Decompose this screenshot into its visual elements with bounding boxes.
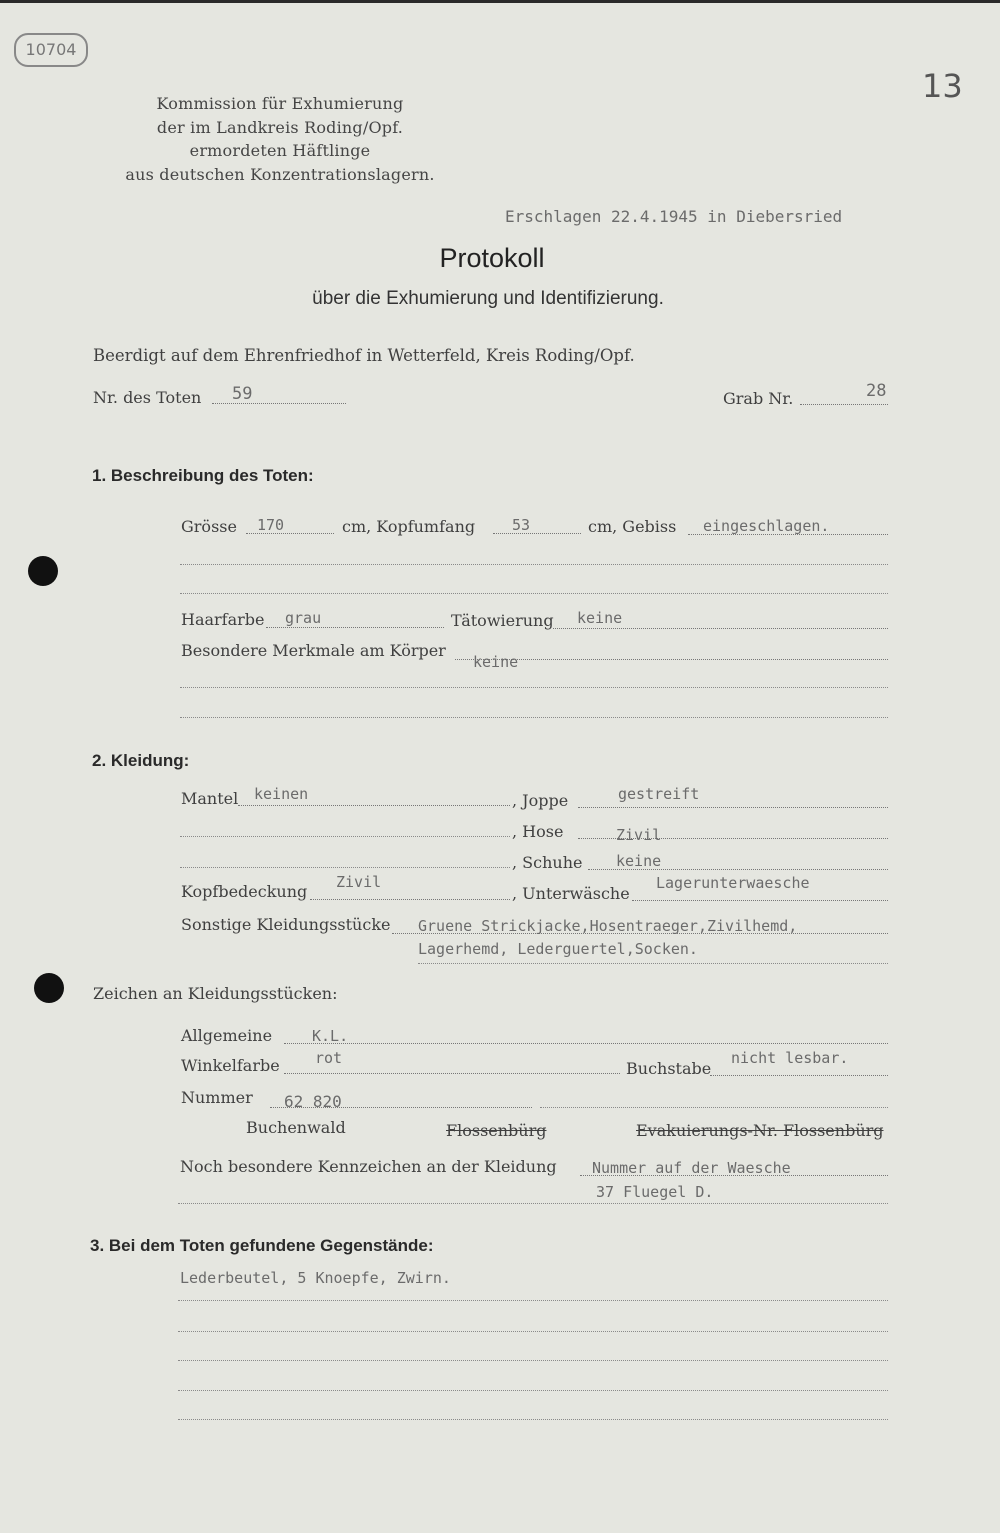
grave-number-label: Grab Nr. xyxy=(723,389,794,408)
section-2-heading: 2. Kleidung: xyxy=(92,751,190,770)
letter-value: nicht lesbar. xyxy=(731,1049,849,1067)
burial-line: Beerdigt auf dem Ehrenfriedhof in Wetterfeld, Kreis Roding/Opf. xyxy=(93,346,635,365)
head-circumference-label: cm, Kopfumfang xyxy=(342,517,476,536)
tattoo-value: keine xyxy=(577,609,623,627)
body-marks-value: keine xyxy=(473,653,519,671)
triangle-color-value: rot xyxy=(315,1049,343,1067)
shoes-label: , Schuhe xyxy=(512,853,583,872)
body-marks-label: Besondere Merkmale am Körper xyxy=(181,641,446,660)
teeth-label: cm, Gebiss xyxy=(588,517,677,536)
commission-line: aus deutschen Konzentrationslagern. xyxy=(125,164,435,184)
commission-line: ermordeten Häftlinge xyxy=(189,141,371,160)
grave-number-value: 28 xyxy=(866,381,887,401)
number-value: 62 820 xyxy=(284,1092,342,1111)
archive-stamp: 10704 xyxy=(14,33,88,67)
number-label: Nummer xyxy=(181,1088,253,1107)
height-value: 170 xyxy=(257,516,285,534)
other-clothing-value-2: Lagerhemd, Lederguertel,Socken. xyxy=(418,940,698,958)
trousers-value: Zivil xyxy=(616,826,662,844)
underwear-value: Lagerunterwaesche xyxy=(656,874,810,892)
other-marks-value-1: Nummer auf der Waesche xyxy=(592,1159,791,1177)
head-circumference-value: 53 xyxy=(512,516,531,534)
page-subtitle: über die Exhumierung und Identifizierung. xyxy=(312,288,664,309)
trousers-label: , Hose xyxy=(512,822,564,841)
coat-value: keinen xyxy=(254,785,309,803)
hair-color-value: grau xyxy=(285,609,322,627)
clothing-marks-heading: Zeichen an Kleidungsstücken: xyxy=(93,984,338,1003)
dead-number-label: Nr. des Toten xyxy=(93,388,202,407)
jacket-label: , Joppe xyxy=(512,791,569,810)
height-label: Grösse xyxy=(181,517,237,536)
camp-flossenbuerg: Flossenbürg xyxy=(446,1121,547,1140)
punch-hole xyxy=(28,556,58,586)
other-marks-label: Noch besondere Kennzeichen an der Kleidung xyxy=(180,1157,557,1176)
dead-number-value: 59 xyxy=(232,384,253,404)
general-label: Allgemeine xyxy=(181,1026,273,1045)
commission-header xyxy=(100,92,460,186)
letter-label: Buchstabe xyxy=(626,1059,712,1078)
jacket-value: gestreift xyxy=(618,785,700,803)
commission-line: Kommission für Exhumierung xyxy=(156,94,404,113)
commission-line: der im Landkreis Roding/Opf. xyxy=(156,117,404,137)
evacuation-number: Evakuierungs-Nr. Flossenbürg xyxy=(636,1121,884,1140)
hair-color-label: Haarfarbe xyxy=(181,610,265,629)
other-clothing-value-1: Gruene Strickjacke,Hosentraeger,Zivilhemd, xyxy=(418,917,798,935)
general-value: K.L. xyxy=(312,1027,349,1045)
headwear-value: Zivil xyxy=(336,873,382,891)
underwear-label: , Unterwäsche xyxy=(512,884,630,903)
section-3-heading: 3. Bei dem Toten gefundene Gegenstände: xyxy=(90,1236,434,1255)
headwear-label: Kopfbedeckung xyxy=(181,882,308,901)
other-marks-value-2: 37 Fluegel D. xyxy=(596,1183,714,1201)
teeth-value: eingeschlagen. xyxy=(703,517,830,535)
tattoo-label: Tätowierung xyxy=(451,611,554,630)
coat-label: Mantel xyxy=(181,789,239,808)
triangle-color-label: Winkelfarbe xyxy=(181,1056,280,1075)
page-number: 13 xyxy=(922,67,963,105)
typed-death-note: Erschlagen 22.4.1945 in Diebersried xyxy=(505,207,843,226)
section-1-heading: 1. Beschreibung des Toten: xyxy=(92,466,314,485)
camp-buchenwald: Buchenwald xyxy=(246,1118,346,1137)
punch-hole xyxy=(34,973,64,1003)
found-items-value: Lederbeutel, 5 Knoepfe, Zwirn. xyxy=(180,1269,451,1287)
shoes-value: keine xyxy=(616,852,662,870)
page-title: Protokoll xyxy=(439,243,545,273)
other-clothing-label: Sonstige Kleidungsstücke xyxy=(181,915,391,934)
